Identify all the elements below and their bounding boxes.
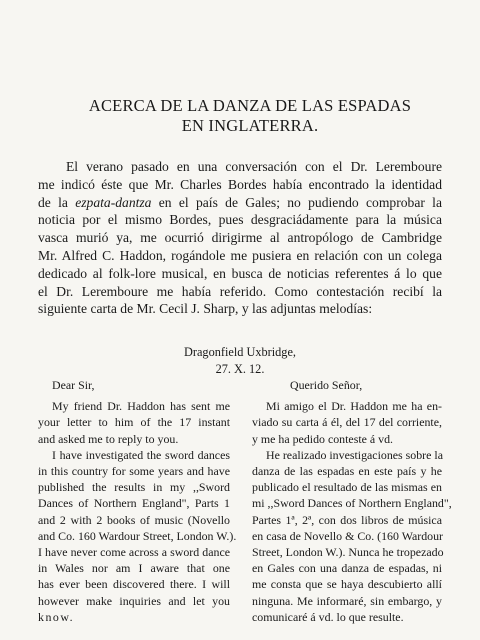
- spanish-line: mi ,,Sword Dances of Northern England",: [252, 496, 452, 511]
- english-line: and 2 with 2 books of music (Novello: [38, 512, 230, 527]
- english-line: published the results in my ,,Sword: [38, 480, 230, 495]
- english-line: in Wales nor am I aware that one: [38, 561, 230, 576]
- english-line: Dances of Northern England", Parts 1: [38, 496, 230, 511]
- spanish-line: Mi amigo el Dr. Haddon me ha en-: [266, 399, 442, 414]
- spanish-line: en casa de Novello & Co. (160 Wardour: [252, 528, 444, 543]
- english-line: in this country for some years and have: [38, 464, 230, 479]
- spanish-line: viado su carta á él, del 17 del corriente,: [252, 415, 442, 430]
- letter-address: Dragonfield Uxbridge,: [183, 345, 296, 359]
- english-line: and Co. 160 Wardour Street, London W.).: [38, 528, 237, 543]
- spanish-letter-column: [252, 377, 452, 625]
- spanish-line: Partes 1ª, 2ª, con dos libros de música: [252, 512, 442, 527]
- intro-line: Mr. Alfred C. Haddon, rogándole me pusiera en relación con un colega: [38, 247, 442, 263]
- emphasized-term: ezpata-dantza: [75, 194, 152, 210]
- intro-line: noticia por el mismo Bordes, pues desgraciádamente para la música: [38, 212, 442, 228]
- english-line: I have investigated the sword dances: [52, 447, 230, 462]
- intro-line: vasca murió ya, me ocurrió dirigirme al antropólogo de Cambridge: [38, 230, 442, 246]
- spanish-greeting: Querido Señor,: [290, 378, 363, 392]
- title-line-2: EN INGLATERRA.: [181, 116, 319, 135]
- spanish-line: publicado el resultado de las mismas en: [252, 480, 442, 495]
- english-letter-column: [38, 377, 237, 625]
- intro-line: siguiente carta de Mr. Cecil J. Sharp, y las adjuntas melodías:: [38, 301, 373, 317]
- spanish-line: en Gales con una danza de espadas, ni: [252, 561, 442, 576]
- spanish-line: ninguna. Me informaré, sin embargo, y: [252, 593, 442, 608]
- spanish-line: Street, London W.). Nunca he tropezado: [252, 545, 444, 560]
- english-line: know.: [38, 609, 75, 624]
- english-greeting: Dear Sir,: [52, 378, 95, 392]
- letter-date: 27. X. 12.: [215, 362, 265, 376]
- intro-line: de la ezpata-dantza en el país de Gales; no pudiendo comprobar la: [38, 194, 442, 210]
- title-line-1: ACERCA DE LA DANZA DE LAS ESPADAS: [88, 96, 412, 115]
- english-line: I have never come across a sword dance: [38, 545, 230, 560]
- spanish-line: danza de las espadas en este país y he: [252, 464, 442, 479]
- article-title: [60, 96, 440, 136]
- english-line: however make inquiries and let you: [38, 593, 230, 608]
- english-line: your letter to him of the 17 instant: [38, 415, 230, 430]
- letter-header: [0, 344, 480, 378]
- english-line: and asked me to reply to you.: [38, 431, 179, 446]
- spanish-line: comunicaré á vd. lo que resulte.: [252, 609, 404, 624]
- spanish-line: He realizado investigaciones sobre la: [266, 447, 443, 462]
- intro-line: el Dr. Leremboure me había referido. Como contestación recibí la: [38, 283, 442, 299]
- intro-paragraph: [38, 158, 442, 318]
- spanish-line: y me ha pedido conteste á vd.: [252, 431, 393, 446]
- intro-line: dedicado al folk-lore musical, en busca de noticias referentes á lo que: [38, 265, 442, 281]
- intro-line: me indicó éste que Mr. Charles Bordes había encontrado la identidad: [38, 176, 442, 192]
- spanish-line: me consta que se haya descubierto allí: [252, 577, 442, 592]
- english-line: My friend Dr. Haddon has sent me: [52, 399, 230, 414]
- intro-line: El verano pasado en una conversación con el Dr. Leremboure: [66, 159, 442, 174]
- english-line: has ever been discovered there. I will: [38, 577, 230, 592]
